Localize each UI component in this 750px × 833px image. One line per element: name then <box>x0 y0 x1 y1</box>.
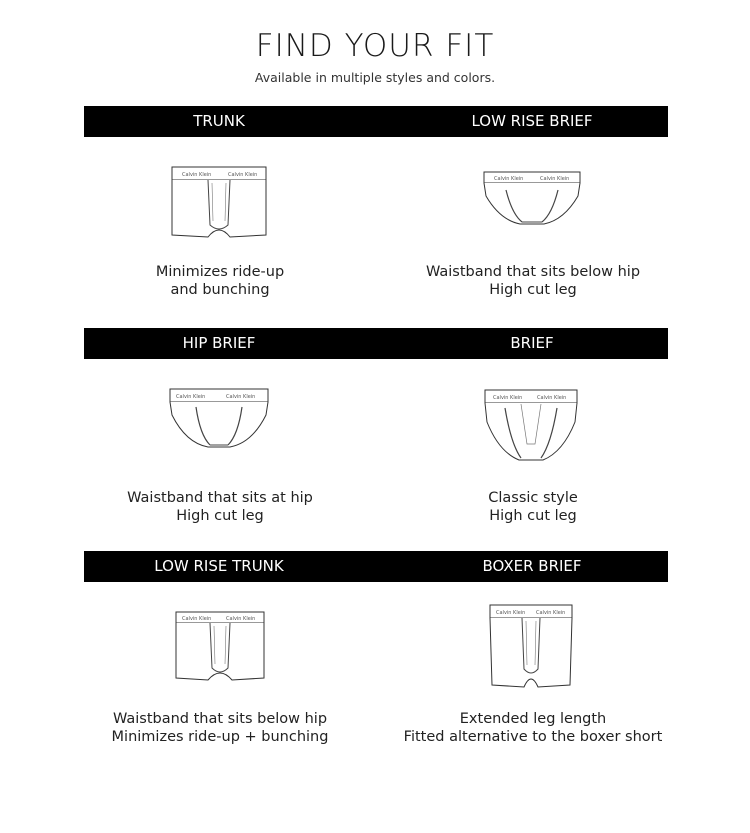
page-subtitle: Available in multiple styles and colors. <box>254 70 496 85</box>
low-rise-trunk-description-line-1: Waistband that sits below hip <box>112 711 328 727</box>
low-rise-brief-waistband-text-2: Calvin Klein <box>540 176 570 182</box>
style-name-brief: BRIEF <box>510 334 554 352</box>
low-rise-trunk-waistband-text: Calvin Klein <box>182 616 212 622</box>
low-rise-brief-description-line-2: High cut leg <box>489 282 577 298</box>
trunk-waistband-text: Calvin Klein <box>182 172 212 178</box>
low-rise-brief-illustration <box>480 168 584 234</box>
section-header-row-3 <box>84 551 668 582</box>
boxer-brief-description-line-2: Fitted alternative to the boxer short <box>403 729 663 745</box>
style-name-boxer-brief: BOXER BRIEF <box>482 557 582 575</box>
hip-brief-waistband-text-2: Calvin Klein <box>226 394 256 400</box>
brief-illustration <box>481 386 581 468</box>
hip-brief-description <box>70 489 370 525</box>
hip-brief-waistband-text: Calvin Klein <box>176 394 206 400</box>
low-rise-brief-waistband-text: Calvin Klein <box>494 176 524 182</box>
trunk-illustration <box>166 163 272 245</box>
low-rise-trunk-description <box>70 710 370 746</box>
low-rise-brief-description-line-1: Waistband that sits below hip <box>425 264 641 280</box>
hip-brief-description-line-2: High cut leg <box>176 508 264 524</box>
brief-description <box>383 489 683 525</box>
style-name-low-rise-brief: LOW RISE BRIEF <box>471 112 593 130</box>
style-name-trunk: TRUNK <box>193 112 245 130</box>
boxer-brief-waistband-text: Calvin Klein <box>496 610 526 616</box>
brief-description-line-1: Classic style <box>488 490 578 506</box>
trunk-waistband-text-2: Calvin Klein <box>228 172 258 178</box>
style-name-hip-brief: HIP BRIEF <box>182 334 256 352</box>
boxer-brief-illustration <box>486 601 576 693</box>
trunk-description <box>70 263 370 299</box>
boxer-brief-description <box>383 710 683 746</box>
brief-waistband-text: Calvin Klein <box>493 395 523 401</box>
section-header-row-1 <box>84 106 668 137</box>
brief-waistband-text-2: Calvin Klein <box>537 395 567 401</box>
section-header-row-2 <box>84 328 668 359</box>
trunk-description-line-1: Minimizes ride-up <box>155 264 285 280</box>
low-rise-brief-description <box>383 263 683 299</box>
brief-description-line-2: High cut leg <box>489 508 577 524</box>
hip-brief-illustration <box>166 385 272 457</box>
boxer-brief-waistband-text-2: Calvin Klein <box>536 610 566 616</box>
low-rise-trunk-illustration <box>170 608 270 690</box>
hip-brief-description-line-1: Waistband that sits at hip <box>127 490 313 506</box>
trunk-description-line-2: and bunching <box>170 282 270 298</box>
low-rise-trunk-description-line-2: Minimizes ride-up + bunching <box>111 729 329 745</box>
low-rise-trunk-waistband-text-2: Calvin Klein <box>226 616 256 622</box>
page-title: FIND YOUR FIT <box>255 28 495 64</box>
boxer-brief-description-line-1: Extended leg length <box>459 711 607 727</box>
style-name-low-rise-trunk: LOW RISE TRUNK <box>154 557 284 575</box>
